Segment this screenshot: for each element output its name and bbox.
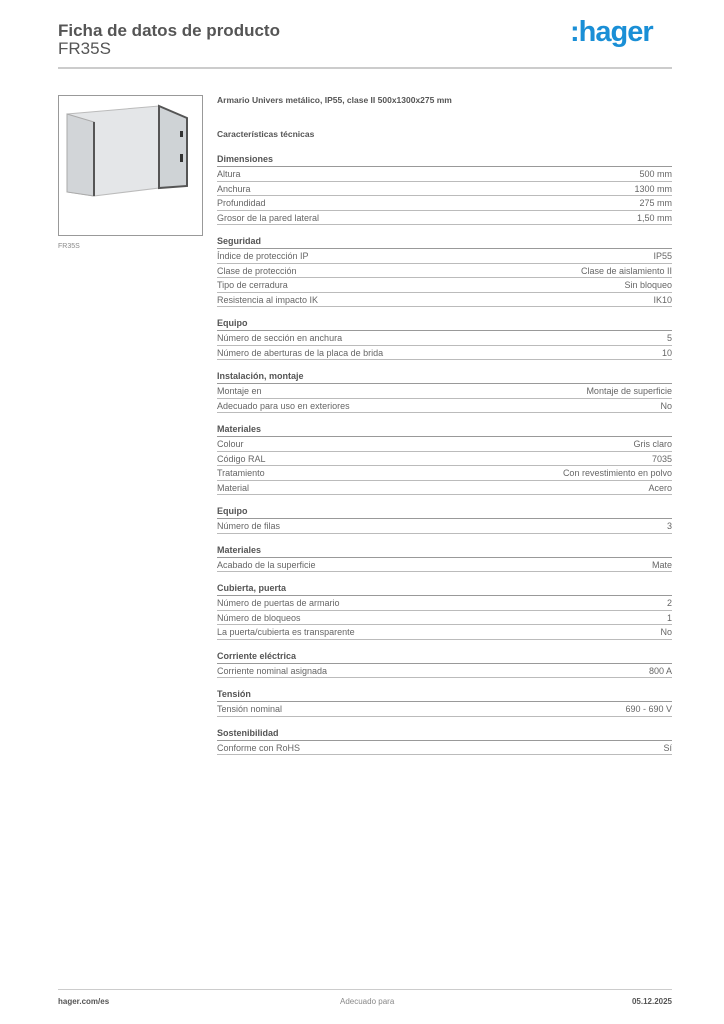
spec-label: Número de filas (217, 521, 281, 531)
image-caption: FR35S (58, 243, 80, 250)
spec-value: Mate (651, 559, 672, 570)
footer-date: 05.12.2025 (631, 997, 672, 1006)
spec-row (217, 264, 672, 279)
spec-value: Acero (648, 482, 672, 493)
spec-value: Sí (663, 742, 672, 753)
spec-value: 7035 (651, 453, 672, 464)
spec-value: No (660, 400, 672, 411)
section-header: Seguridad (217, 234, 672, 249)
spec-value: Clase de aislamiento II (580, 265, 672, 276)
spec-label: Índice de protección IP (217, 251, 309, 261)
spec-row (217, 611, 672, 626)
spec-row (217, 331, 672, 346)
spec-label: Código RAL (217, 453, 266, 464)
spec-row (217, 481, 672, 496)
spec-label: Conforme con RoHS (217, 742, 301, 753)
spec-value: 5 (666, 333, 672, 343)
spec-value: 1 (666, 612, 672, 623)
section-header: Materiales (217, 422, 672, 437)
spec-row (217, 741, 672, 756)
section-header: Corriente eléctrica (217, 649, 672, 664)
section-header: Equipo (217, 504, 672, 519)
spec-label: Resistencia al impacto IK (217, 294, 319, 305)
product-image (58, 95, 203, 236)
spec-row (217, 452, 672, 467)
spec-value: 500 mm (639, 169, 672, 179)
spec-value: Con revestimiento en polvo (562, 468, 672, 478)
spec-label: Altura (217, 169, 241, 179)
spec-row (217, 384, 672, 399)
footer-center: Adecuado para (340, 997, 395, 1006)
spec-row (217, 437, 672, 452)
spec-value: 275 mm (639, 198, 672, 208)
footer-divider (58, 989, 672, 990)
spec-value: 3 (666, 521, 672, 531)
spec-label: Número de puertas de armario (217, 598, 340, 608)
spec-row (217, 596, 672, 611)
spec-label: Profundidad (217, 198, 266, 208)
spec-table (217, 95, 672, 755)
section-header: Cubierta, puerta (217, 581, 672, 596)
spec-label: Adecuado para uso en exteriores (217, 400, 350, 411)
spec-row (217, 664, 672, 679)
spec-value: 690 - 690 V (625, 704, 672, 714)
section-header: Equipo (217, 316, 672, 331)
spec-label: Colour (217, 439, 244, 449)
spec-label: Tratamiento (217, 468, 265, 478)
spec-label: Número de aberturas de la placa de brida (217, 347, 384, 358)
spec-row (217, 293, 672, 308)
spec-value: 800 A (648, 665, 672, 676)
spec-row (217, 278, 672, 293)
spec-value: IK10 (653, 294, 672, 305)
spec-value: IP55 (653, 251, 672, 261)
spec-label: Grosor de la pared lateral (217, 212, 320, 223)
spec-row (217, 182, 672, 197)
spec-value: 2 (666, 598, 672, 608)
spec-label: Acabado de la superficie (217, 559, 316, 570)
product-description: Armario Univers metálico, IP55, clase II 500x1300x275 mm (217, 95, 452, 105)
section-header: Sostenibilidad (217, 726, 672, 741)
spec-row (217, 249, 672, 264)
header-divider (58, 67, 672, 69)
page-title: Ficha de datos de producto (58, 21, 280, 40)
spec-row (217, 196, 672, 211)
spec-row (217, 558, 672, 573)
spec-label: Clase de protección (217, 265, 297, 276)
spec-row (217, 625, 672, 640)
spec-row (217, 702, 672, 717)
section-header: Tensión (217, 687, 672, 702)
spec-label: La puerta/cubierta es transparente (217, 627, 355, 637)
hager-logo: :hager (570, 16, 653, 48)
section-header: Instalación, montaje (217, 369, 672, 384)
spec-label: Número de bloqueos (217, 612, 301, 623)
section-header: Materiales (217, 543, 672, 558)
spec-label: Material (217, 482, 250, 493)
spec-value: 10 (661, 347, 672, 358)
spec-row (217, 399, 672, 414)
spec-label: Tipo de cerradura (217, 280, 288, 290)
spec-value: Gris claro (633, 439, 672, 449)
spec-row (217, 346, 672, 361)
spec-label: Montaje en (217, 386, 262, 396)
spec-value: 1,50 mm (636, 212, 672, 223)
section-header: Dimensiones (217, 152, 672, 167)
spec-label: Tensión nominal (217, 704, 283, 714)
spec-row (217, 211, 672, 226)
spec-value: 1300 mm (634, 183, 672, 194)
spec-label: Anchura (217, 183, 251, 194)
spec-row (217, 519, 672, 534)
spec-value: Montaje de superficie (586, 386, 672, 396)
footer-website[interactable]: hager.com/es (58, 997, 110, 1006)
spec-label: Número de sección en anchura (217, 333, 343, 343)
product-code: FR35S (58, 39, 111, 58)
spec-value: No (660, 627, 672, 637)
characteristics-title: Características técnicas (217, 129, 315, 139)
spec-label: Corriente nominal asignada (217, 665, 328, 676)
spec-row (217, 466, 672, 481)
spec-row (217, 167, 672, 182)
spec-value: Sin bloqueo (624, 280, 672, 290)
